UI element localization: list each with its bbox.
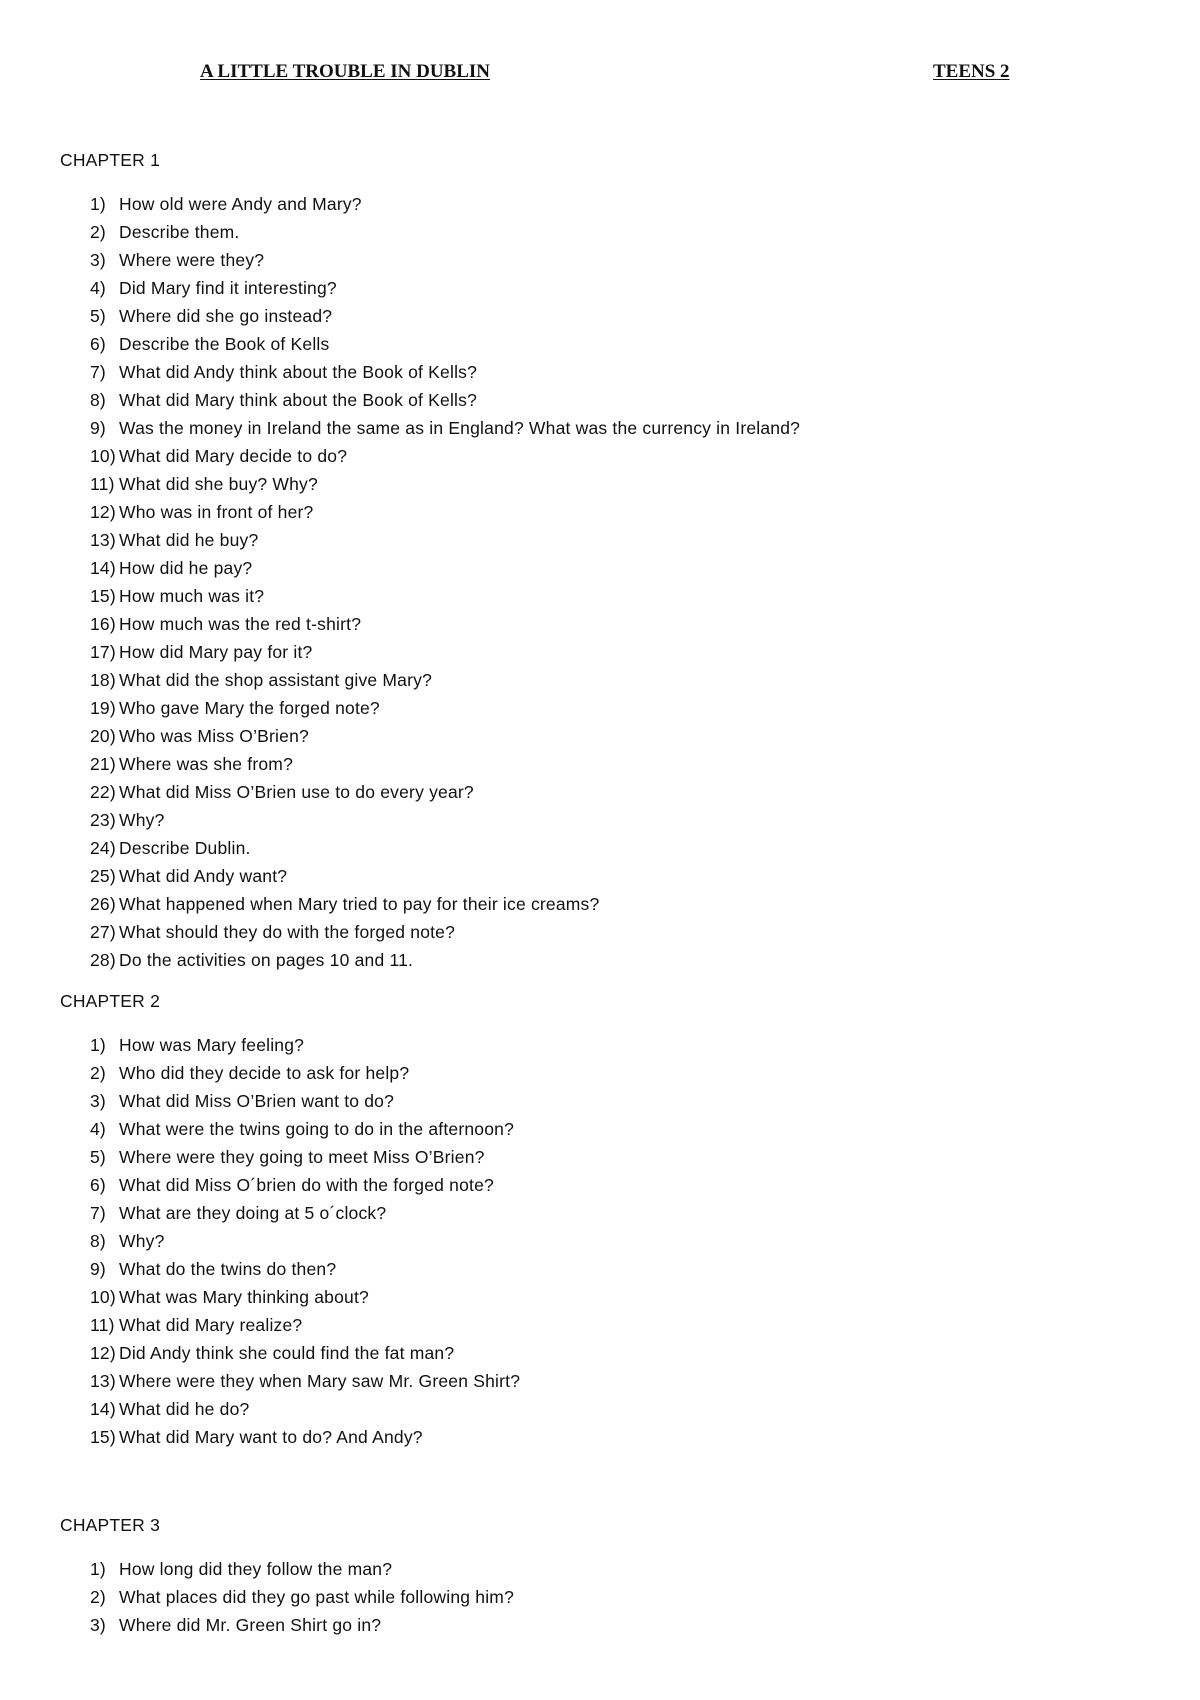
question-text: How much was the red t-shirt? — [119, 614, 362, 634]
question-text: How old were Andy and Mary? — [119, 194, 362, 214]
question-item — [60, 1146, 1140, 1174]
question-number: 18) — [90, 670, 116, 690]
question-number: 22) — [90, 782, 116, 802]
chapter-heading: CHAPTER 2 — [60, 991, 161, 1011]
question-number: 6) — [90, 1175, 106, 1195]
question-item — [60, 445, 1140, 473]
question-text: Describe them. — [119, 222, 240, 242]
question-item — [60, 473, 1140, 501]
question-item — [60, 613, 1140, 641]
question-text: Was the money in Ireland the same as in England? What was the currency in Ireland? — [119, 418, 801, 438]
question-item — [60, 893, 1140, 921]
question-text: Who gave Mary the forged note? — [119, 698, 380, 718]
question-number: 5) — [90, 1147, 106, 1167]
question-item — [60, 1118, 1140, 1146]
question-item — [60, 837, 1140, 865]
question-number: 14) — [90, 1399, 116, 1419]
question-number: 21) — [90, 754, 116, 774]
question-text: Who did they decide to ask for help? — [119, 1063, 410, 1083]
question-number: 13) — [90, 530, 116, 550]
question-number: 16) — [90, 614, 116, 634]
question-text: Why? — [119, 1231, 165, 1251]
question-item — [60, 1286, 1140, 1314]
question-number: 6) — [90, 334, 106, 354]
question-number: 17) — [90, 642, 116, 662]
question-item — [60, 361, 1140, 389]
question-number: 7) — [90, 1203, 106, 1223]
question-number: 7) — [90, 362, 106, 382]
question-number: 14) — [90, 558, 116, 578]
question-text: Describe Dublin. — [119, 838, 251, 858]
question-number: 19) — [90, 698, 116, 718]
question-text: Do the activities on pages 10 and 11. — [119, 950, 414, 970]
question-text: What are they doing at 5 o´clock? — [119, 1203, 387, 1223]
question-text: Did Mary find it interesting? — [119, 278, 337, 298]
question-number: 28) — [90, 950, 116, 970]
chapter-heading: CHAPTER 3 — [60, 1515, 161, 1535]
question-number: 2) — [90, 1587, 106, 1607]
question-item — [60, 921, 1140, 949]
question-item — [60, 1230, 1140, 1258]
question-item — [60, 949, 1140, 977]
question-text: Did Andy think she could find the fat man? — [119, 1343, 455, 1363]
chapter-1-section — [60, 149, 1140, 977]
question-number: 8) — [90, 390, 106, 410]
question-number: 12) — [90, 1343, 116, 1363]
document-title: A LITTLE TROUBLE IN DUBLIN — [200, 61, 491, 82]
question-text: Where did she go instead? — [119, 306, 333, 326]
question-item — [60, 641, 1140, 669]
question-text: Where did Mr. Green Shirt go in? — [119, 1615, 382, 1635]
question-text: What places did they go past while following him? — [119, 1587, 515, 1607]
question-number: 2) — [90, 222, 106, 242]
question-item — [60, 389, 1140, 417]
question-number: 1) — [90, 1035, 106, 1055]
question-number: 11) — [90, 1315, 115, 1335]
question-text: How did Mary pay for it? — [119, 642, 313, 662]
question-text: What did she buy? Why? — [119, 474, 318, 494]
question-text: What did Miss O’Brien want to do? — [119, 1091, 395, 1111]
question-number: 2) — [90, 1063, 106, 1083]
question-text: What did Andy think about the Book of Kells? — [119, 362, 478, 382]
question-number: 3) — [90, 1091, 106, 1111]
question-text: What should they do with the forged note? — [119, 922, 456, 942]
question-text: What did Mary decide to do? — [119, 446, 348, 466]
question-text: Where were they going to meet Miss O’Brien? — [119, 1147, 485, 1167]
question-text: How was Mary feeling? — [119, 1035, 305, 1055]
question-text: How much was it? — [119, 586, 265, 606]
question-list — [60, 1034, 1140, 1454]
chapter-heading: CHAPTER 1 — [60, 150, 161, 170]
question-item — [60, 809, 1140, 837]
question-item — [60, 1614, 1140, 1642]
chapter-3-section — [60, 1514, 1140, 1642]
question-text: Where were they when Mary saw Mr. Green Shirt? — [119, 1371, 521, 1391]
question-number: 26) — [90, 894, 116, 914]
question-item — [60, 753, 1140, 781]
question-text: What did Miss O´brien do with the forged note? — [119, 1175, 494, 1195]
question-number: 3) — [90, 1615, 106, 1635]
question-number: 5) — [90, 306, 106, 326]
question-text: What did the shop assistant give Mary? — [119, 670, 433, 690]
question-item — [60, 1062, 1140, 1090]
question-list — [60, 1558, 1140, 1642]
question-number: 24) — [90, 838, 116, 858]
question-item — [60, 417, 1140, 445]
question-number: 23) — [90, 810, 116, 830]
question-number: 1) — [90, 194, 106, 214]
question-text: Where was she from? — [119, 754, 293, 774]
question-item — [60, 1342, 1140, 1370]
question-item — [60, 1586, 1140, 1614]
question-text: Where were they? — [119, 250, 265, 270]
question-item — [60, 725, 1140, 753]
question-text: How long did they follow the man? — [119, 1559, 393, 1579]
question-text: What did Mary think about the Book of Kells? — [119, 390, 478, 410]
question-text: What did Miss O’Brien use to do every year? — [119, 782, 474, 802]
question-number: 9) — [90, 1259, 106, 1279]
chapter-2-section — [60, 990, 1140, 1454]
question-number: 27) — [90, 922, 116, 942]
question-item — [60, 557, 1140, 585]
question-item — [60, 1174, 1140, 1202]
question-item — [60, 1558, 1140, 1586]
question-text: What were the twins going to do in the afternoon? — [119, 1119, 515, 1139]
question-item — [60, 1034, 1140, 1062]
question-number: 10) — [90, 446, 116, 466]
question-item — [60, 277, 1140, 305]
question-item — [60, 1370, 1140, 1398]
question-text: What did Mary want to do? And Andy? — [119, 1427, 423, 1447]
question-number: 4) — [90, 278, 106, 298]
question-text: What was Mary thinking about? — [119, 1287, 369, 1307]
question-number: 15) — [90, 586, 116, 606]
question-number: 11) — [90, 474, 115, 494]
question-item — [60, 1258, 1140, 1286]
question-text: Describe the Book of Kells — [119, 334, 330, 354]
question-text: Who was Miss O’Brien? — [119, 726, 309, 746]
question-text: What did he do? — [119, 1399, 250, 1419]
question-item — [60, 529, 1140, 557]
question-text: How did he pay? — [119, 558, 253, 578]
question-item — [60, 221, 1140, 249]
question-list — [60, 193, 1140, 977]
question-item — [60, 333, 1140, 361]
question-text: What did he buy? — [119, 530, 259, 550]
question-number: 12) — [90, 502, 116, 522]
question-item — [60, 1090, 1140, 1118]
question-number: 3) — [90, 250, 106, 270]
question-item — [60, 781, 1140, 809]
question-item — [60, 1202, 1140, 1230]
question-text: Why? — [119, 810, 165, 830]
question-text: What do the twins do then? — [119, 1259, 337, 1279]
question-number: 1) — [90, 1559, 106, 1579]
question-text: Who was in front of her? — [119, 502, 314, 522]
question-item — [60, 249, 1140, 277]
question-number: 20) — [90, 726, 116, 746]
question-number: 4) — [90, 1119, 106, 1139]
question-number: 25) — [90, 866, 116, 886]
question-item — [60, 1426, 1140, 1454]
question-text: What did Mary realize? — [119, 1315, 303, 1335]
question-item — [60, 865, 1140, 893]
question-item — [60, 1398, 1140, 1426]
question-number: 8) — [90, 1231, 106, 1251]
question-number: 13) — [90, 1371, 116, 1391]
question-item — [60, 585, 1140, 613]
question-item — [60, 501, 1140, 529]
question-text: What happened when Mary tried to pay for their ice creams? — [119, 894, 600, 914]
level-label: TEENS 2 — [933, 61, 1010, 82]
question-item — [60, 305, 1140, 333]
question-number: 15) — [90, 1427, 116, 1447]
question-text: What did Andy want? — [119, 866, 288, 886]
question-item — [60, 669, 1140, 697]
question-number: 10) — [90, 1287, 116, 1307]
question-item — [60, 1314, 1140, 1342]
question-item — [60, 697, 1140, 725]
question-number: 9) — [90, 418, 106, 438]
question-item — [60, 193, 1140, 221]
